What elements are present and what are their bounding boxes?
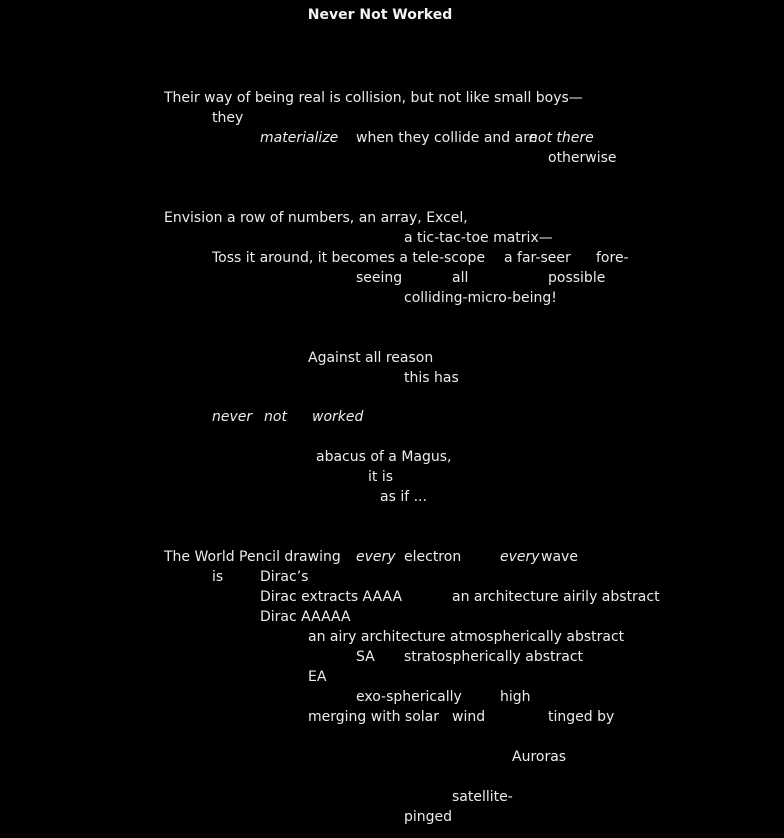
poem-word: seeing (356, 270, 403, 286)
poem-word: colliding-micro-being! (404, 290, 557, 306)
poem-word: pinged (404, 809, 453, 825)
poem-word: Toss it around, it becomes a tele-scope (212, 250, 486, 266)
poem-word: an airy architecture atmospherically abstract (308, 629, 625, 645)
poem-word: wave (541, 549, 578, 565)
poem-word: The World Pencil drawing (164, 549, 341, 565)
poem-word: possible (548, 270, 606, 286)
poem-word: Dirac AAAAA (260, 609, 351, 625)
poem-word: Against all reason (308, 350, 434, 366)
poem-word: worked (312, 409, 364, 425)
poem-word: not there (529, 130, 594, 146)
poem-word: tinged by (548, 709, 615, 725)
poem-word: this has (404, 370, 459, 386)
poem-word: high (500, 689, 531, 705)
poem-title: Never Not Worked (307, 7, 453, 23)
poem-word: Auroras (512, 749, 567, 765)
poem-word: never (212, 409, 253, 425)
poem-word: it is (368, 469, 394, 485)
poem-word: is (212, 569, 224, 585)
poem-word: every (500, 549, 540, 565)
poem-word: exo-spherically (356, 689, 462, 705)
poem-word: Dirac’s (260, 569, 309, 585)
poem-word: fore- (596, 250, 629, 266)
poem-word: when they collide and are (356, 130, 538, 146)
poem-word: electron (404, 549, 462, 565)
poem-word: an architecture airily abstract (452, 589, 660, 605)
poem-word: not (264, 409, 287, 425)
poem-word: materialize (260, 130, 339, 146)
poem-word: merging with solar (308, 709, 439, 725)
poem-word: every (356, 549, 396, 565)
poem-word: they (212, 110, 244, 126)
poem-word: a tic-tac-toe matrix— (404, 230, 553, 246)
poem-word: stratospherically abstract (404, 649, 584, 665)
poem-word: all (452, 270, 469, 286)
poem-word: otherwise (548, 150, 617, 166)
poem-word: SA (356, 649, 375, 665)
poem-word: as if ... (380, 489, 427, 505)
poem-word: Their way of being real is collision, but not like small boys— (164, 90, 583, 106)
poem-word: EA (308, 669, 327, 685)
poem-word: Envision a row of numbers, an array, Excel, (164, 210, 468, 226)
poem-word: wind (452, 709, 486, 725)
poem-word: satellite- (452, 789, 513, 805)
poem-word: Dirac extracts AAAA (260, 589, 403, 605)
poem-word: abacus of a Magus, (316, 449, 452, 465)
poem-word: a far-seer (504, 250, 571, 266)
